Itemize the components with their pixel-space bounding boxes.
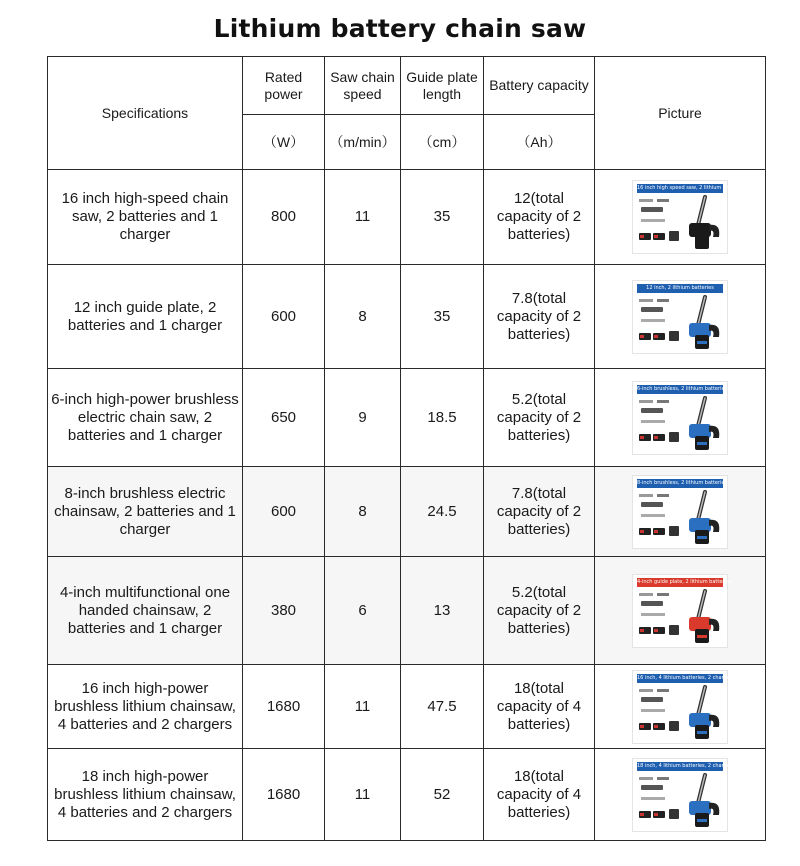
header-rated-power: Rated power	[243, 57, 325, 115]
battery-cell: 12(total capacity of 2 batteries)	[484, 170, 595, 265]
battery-cell: 7.8(total capacity of 2 batteries)	[484, 265, 595, 369]
spec-cell: 16 inch high-power brushless lithium chainsaw, 4 batteries and 2 chargers	[48, 665, 243, 749]
product-image	[632, 574, 732, 648]
table-row	[48, 265, 766, 369]
speed-cell: 11	[325, 665, 401, 749]
power-cell: 800	[243, 170, 325, 265]
unit-battery: （Ah）	[484, 115, 595, 170]
chainsaw-illustration	[633, 683, 729, 745]
picture-cell	[595, 265, 766, 369]
unit-power: （W）	[243, 115, 325, 170]
speed-cell: 8	[325, 467, 401, 557]
guide-cell: 13	[401, 557, 484, 665]
power-cell: 650	[243, 369, 325, 467]
battery-cell: 5.2(total capacity of 2 batteries)	[484, 369, 595, 467]
chainsaw-illustration	[633, 293, 729, 355]
table-row	[48, 665, 766, 749]
unit-speed: （m/min）	[325, 115, 401, 170]
guide-cell: 35	[401, 265, 484, 369]
speed-cell: 6	[325, 557, 401, 665]
speed-cell: 11	[325, 749, 401, 841]
spec-table	[47, 56, 766, 841]
product-banner: 4-inch guide plate, 2 lithium batteries	[637, 578, 732, 585]
battery-cell: 18(total capacity of 4 batteries)	[484, 665, 595, 749]
power-cell: 600	[243, 265, 325, 369]
picture-cell	[595, 749, 766, 841]
spec-cell: 16 inch high-speed chain saw, 2 batteries and 1 charger	[48, 170, 243, 265]
header-saw-chain-speed: Saw chain speed	[325, 57, 401, 115]
product-image	[632, 280, 728, 354]
header-row	[48, 57, 766, 115]
battery-cell: 18(total capacity of 4 batteries)	[484, 749, 595, 841]
table-row	[48, 467, 766, 557]
guide-cell: 47.5	[401, 665, 484, 749]
product-banner: 6-inch brushless, 2 lithium batteries	[637, 385, 728, 392]
power-cell: 1680	[243, 665, 325, 749]
table-row	[48, 369, 766, 467]
chainsaw-illustration	[633, 771, 729, 833]
picture-cell	[595, 557, 766, 665]
header-guide-plate-length: Guide plate length	[401, 57, 484, 115]
product-image	[632, 670, 735, 744]
battery-cell: 5.2(total capacity of 2 batteries)	[484, 557, 595, 665]
speed-cell: 9	[325, 369, 401, 467]
guide-cell: 35	[401, 170, 484, 265]
picture-cell	[595, 170, 766, 265]
chainsaw-illustration	[633, 488, 729, 550]
product-banner: 16 inch, 4 lithium batteries, 2 chargers	[637, 674, 735, 681]
unit-guide: （cm）	[401, 115, 484, 170]
battery-cell: 7.8(total capacity of 2 batteries)	[484, 467, 595, 557]
table-row	[48, 749, 766, 841]
chainsaw-illustration	[633, 394, 729, 456]
page-title: Lithium battery chain saw	[213, 14, 587, 43]
picture-cell	[595, 369, 766, 467]
guide-cell: 52	[401, 749, 484, 841]
table-body	[48, 170, 766, 841]
product-banner: 16 inch high speed saw, 2 lithium batteries	[637, 185, 746, 191]
picture-cell	[595, 665, 766, 749]
table-row	[48, 557, 766, 665]
picture-cell	[595, 467, 766, 557]
spec-cell: 18 inch high-power brushless lithium chainsaw, 4 batteries and 2 chargers	[48, 749, 243, 841]
power-cell: 380	[243, 557, 325, 665]
table-row	[48, 170, 766, 265]
spec-cell: 4-inch multifunctional one handed chainsaw, 2 batteries and 1 charger	[48, 557, 243, 665]
product-banner: 8-inch brushless, 2 lithium batteries	[637, 479, 728, 486]
product-banner: 18 inch, 4 lithium batteries, 2 chargers	[637, 762, 735, 769]
chainsaw-illustration	[633, 587, 729, 649]
spec-cell: 6-inch high-power brushless electric chain saw, 2 batteries and 1 charger	[48, 369, 243, 467]
chainsaw-illustration	[633, 193, 729, 255]
product-image	[632, 758, 735, 832]
product-image	[632, 180, 746, 254]
power-cell: 1680	[243, 749, 325, 841]
spec-cell: 12 inch guide plate, 2 batteries and 1 charger	[48, 265, 243, 369]
speed-cell: 8	[325, 265, 401, 369]
product-image	[632, 475, 728, 549]
guide-cell: 24.5	[401, 467, 484, 557]
spec-cell: 8-inch brushless electric chainsaw, 2 batteries and 1 charger	[48, 467, 243, 557]
guide-cell: 18.5	[401, 369, 484, 467]
power-cell: 600	[243, 467, 325, 557]
header-picture: Picture	[595, 57, 766, 170]
header-specifications: Specifications	[48, 57, 243, 170]
product-banner: 12 inch, 2 lithium batteries	[637, 284, 723, 293]
speed-cell: 11	[325, 170, 401, 265]
product-image	[632, 381, 728, 455]
header-battery-capacity: Battery capacity	[484, 57, 595, 115]
